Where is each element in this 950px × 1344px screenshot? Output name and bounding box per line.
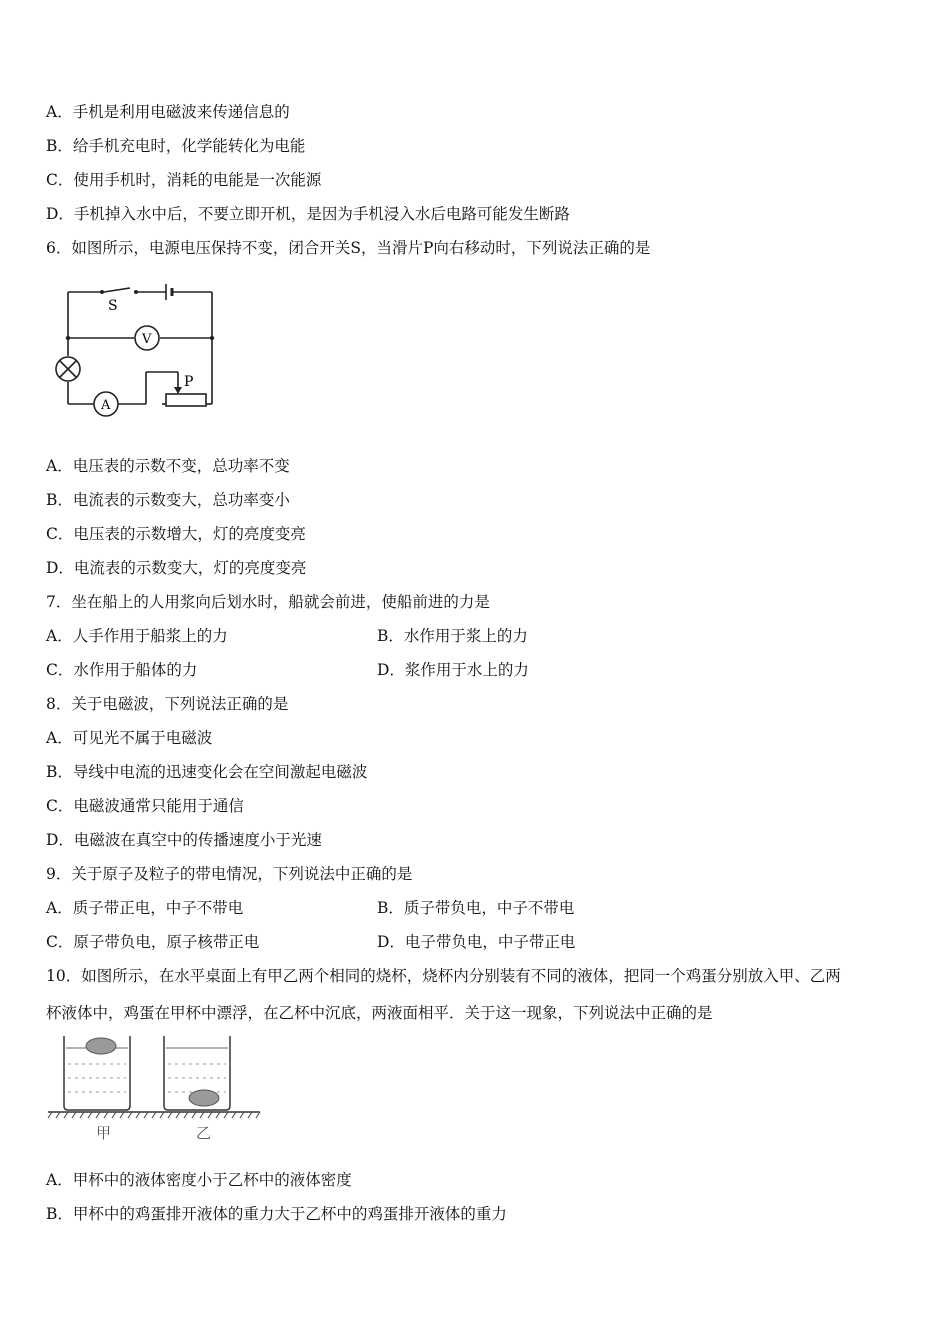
q6-stem: 6．如图所示，电源电压保持不变，闭合开关S，当滑片P向右移动时，下列说法正确的是: [46, 239, 651, 257]
q8-option-d: D．电磁波在真空中的传播速度小于光速: [46, 831, 322, 849]
egg-floating-icon: [86, 1038, 116, 1054]
egg-sunk-icon: [189, 1090, 219, 1106]
q7-option-b: B．水作用于浆上的力: [377, 627, 528, 645]
q7-stem: 7．坐在船上的人用浆向后划水时，船就会前进，使船前进的力是: [46, 593, 490, 611]
q8-option-c: C．电磁波通常只能用于通信: [46, 797, 244, 815]
q10-beaker-diagram: [46, 1034, 266, 1146]
q5-option-a: A．手机是利用电磁波来传递信息的: [46, 103, 290, 121]
q8-stem: 8．关于电磁波，下列说法正确的是: [46, 695, 289, 713]
q10-option-a: A．甲杯中的液体密度小于乙杯中的液体密度: [46, 1171, 352, 1189]
q9-option-c: C．原子带负电，原子核带正电: [46, 933, 260, 951]
q8-option-a: A．可见光不属于电磁波: [46, 729, 213, 747]
q9-stem: 9．关于原子及粒子的带电情况，下列说法中正确的是: [46, 865, 413, 883]
switch-blade: [104, 288, 130, 292]
q5-option-c: C．使用手机时，消耗的电能是一次能源: [46, 171, 322, 189]
q10-option-b: B．甲杯中的鸡蛋排开液体的重力大于乙杯中的鸡蛋排开液体的重力: [46, 1205, 507, 1223]
beaker-left-label: 甲: [96, 1124, 112, 1142]
q5-option-b: B．给手机充电时，化学能转化为电能: [46, 137, 306, 155]
ammeter-label: A: [101, 398, 111, 413]
q6-option-d: D．电流表的示数变大，灯的亮度变亮: [46, 559, 307, 577]
q7-option-a: A．人手作用于船浆上的力: [46, 627, 228, 645]
q7-option-c: C．水作用于船体的力: [46, 661, 198, 679]
q5-option-d: D．手机掉入水中后，不要立即开机，是因为手机浸入水后电路可能发生断路: [46, 205, 570, 223]
q7-option-d: D．浆作用于水上的力: [377, 661, 529, 679]
q6-circuit-diagram: [50, 280, 220, 420]
q6-option-c: C．电压表的示数增大，灯的亮度变亮: [46, 525, 306, 543]
q8-option-b: B．导线中电流的迅速变化会在空间激起电磁波: [46, 763, 368, 781]
q9-option-a: A．质子带正电，中子不带电: [46, 899, 244, 917]
slider-label: P: [184, 374, 194, 390]
beaker-right-label: 乙: [196, 1124, 212, 1142]
q6-option-b: B．电流表的示数变大，总功率变小: [46, 491, 290, 509]
switch-label: S: [108, 298, 118, 314]
rheostat-icon: [166, 394, 206, 406]
q10-stem-line2: 杯液体中，鸡蛋在甲杯中漂浮，在乙杯中沉底，两液面相平．关于这一现象，下列说法中正确的是: [46, 1004, 713, 1022]
voltmeter-label: V: [142, 332, 152, 347]
q9-option-d: D．电子带负电，中子带正电: [377, 933, 576, 951]
q6-option-a: A．电压表的示数不变，总功率不变: [46, 457, 290, 475]
q9-option-b: B．质子带负电，中子不带电: [377, 899, 575, 917]
q10-stem-line1: 10．如图所示，在水平桌面上有甲乙两个相同的烧杯，烧杯内分别装有不同的液体，把同一个鸡蛋分别放入甲、乙两: [46, 967, 841, 985]
